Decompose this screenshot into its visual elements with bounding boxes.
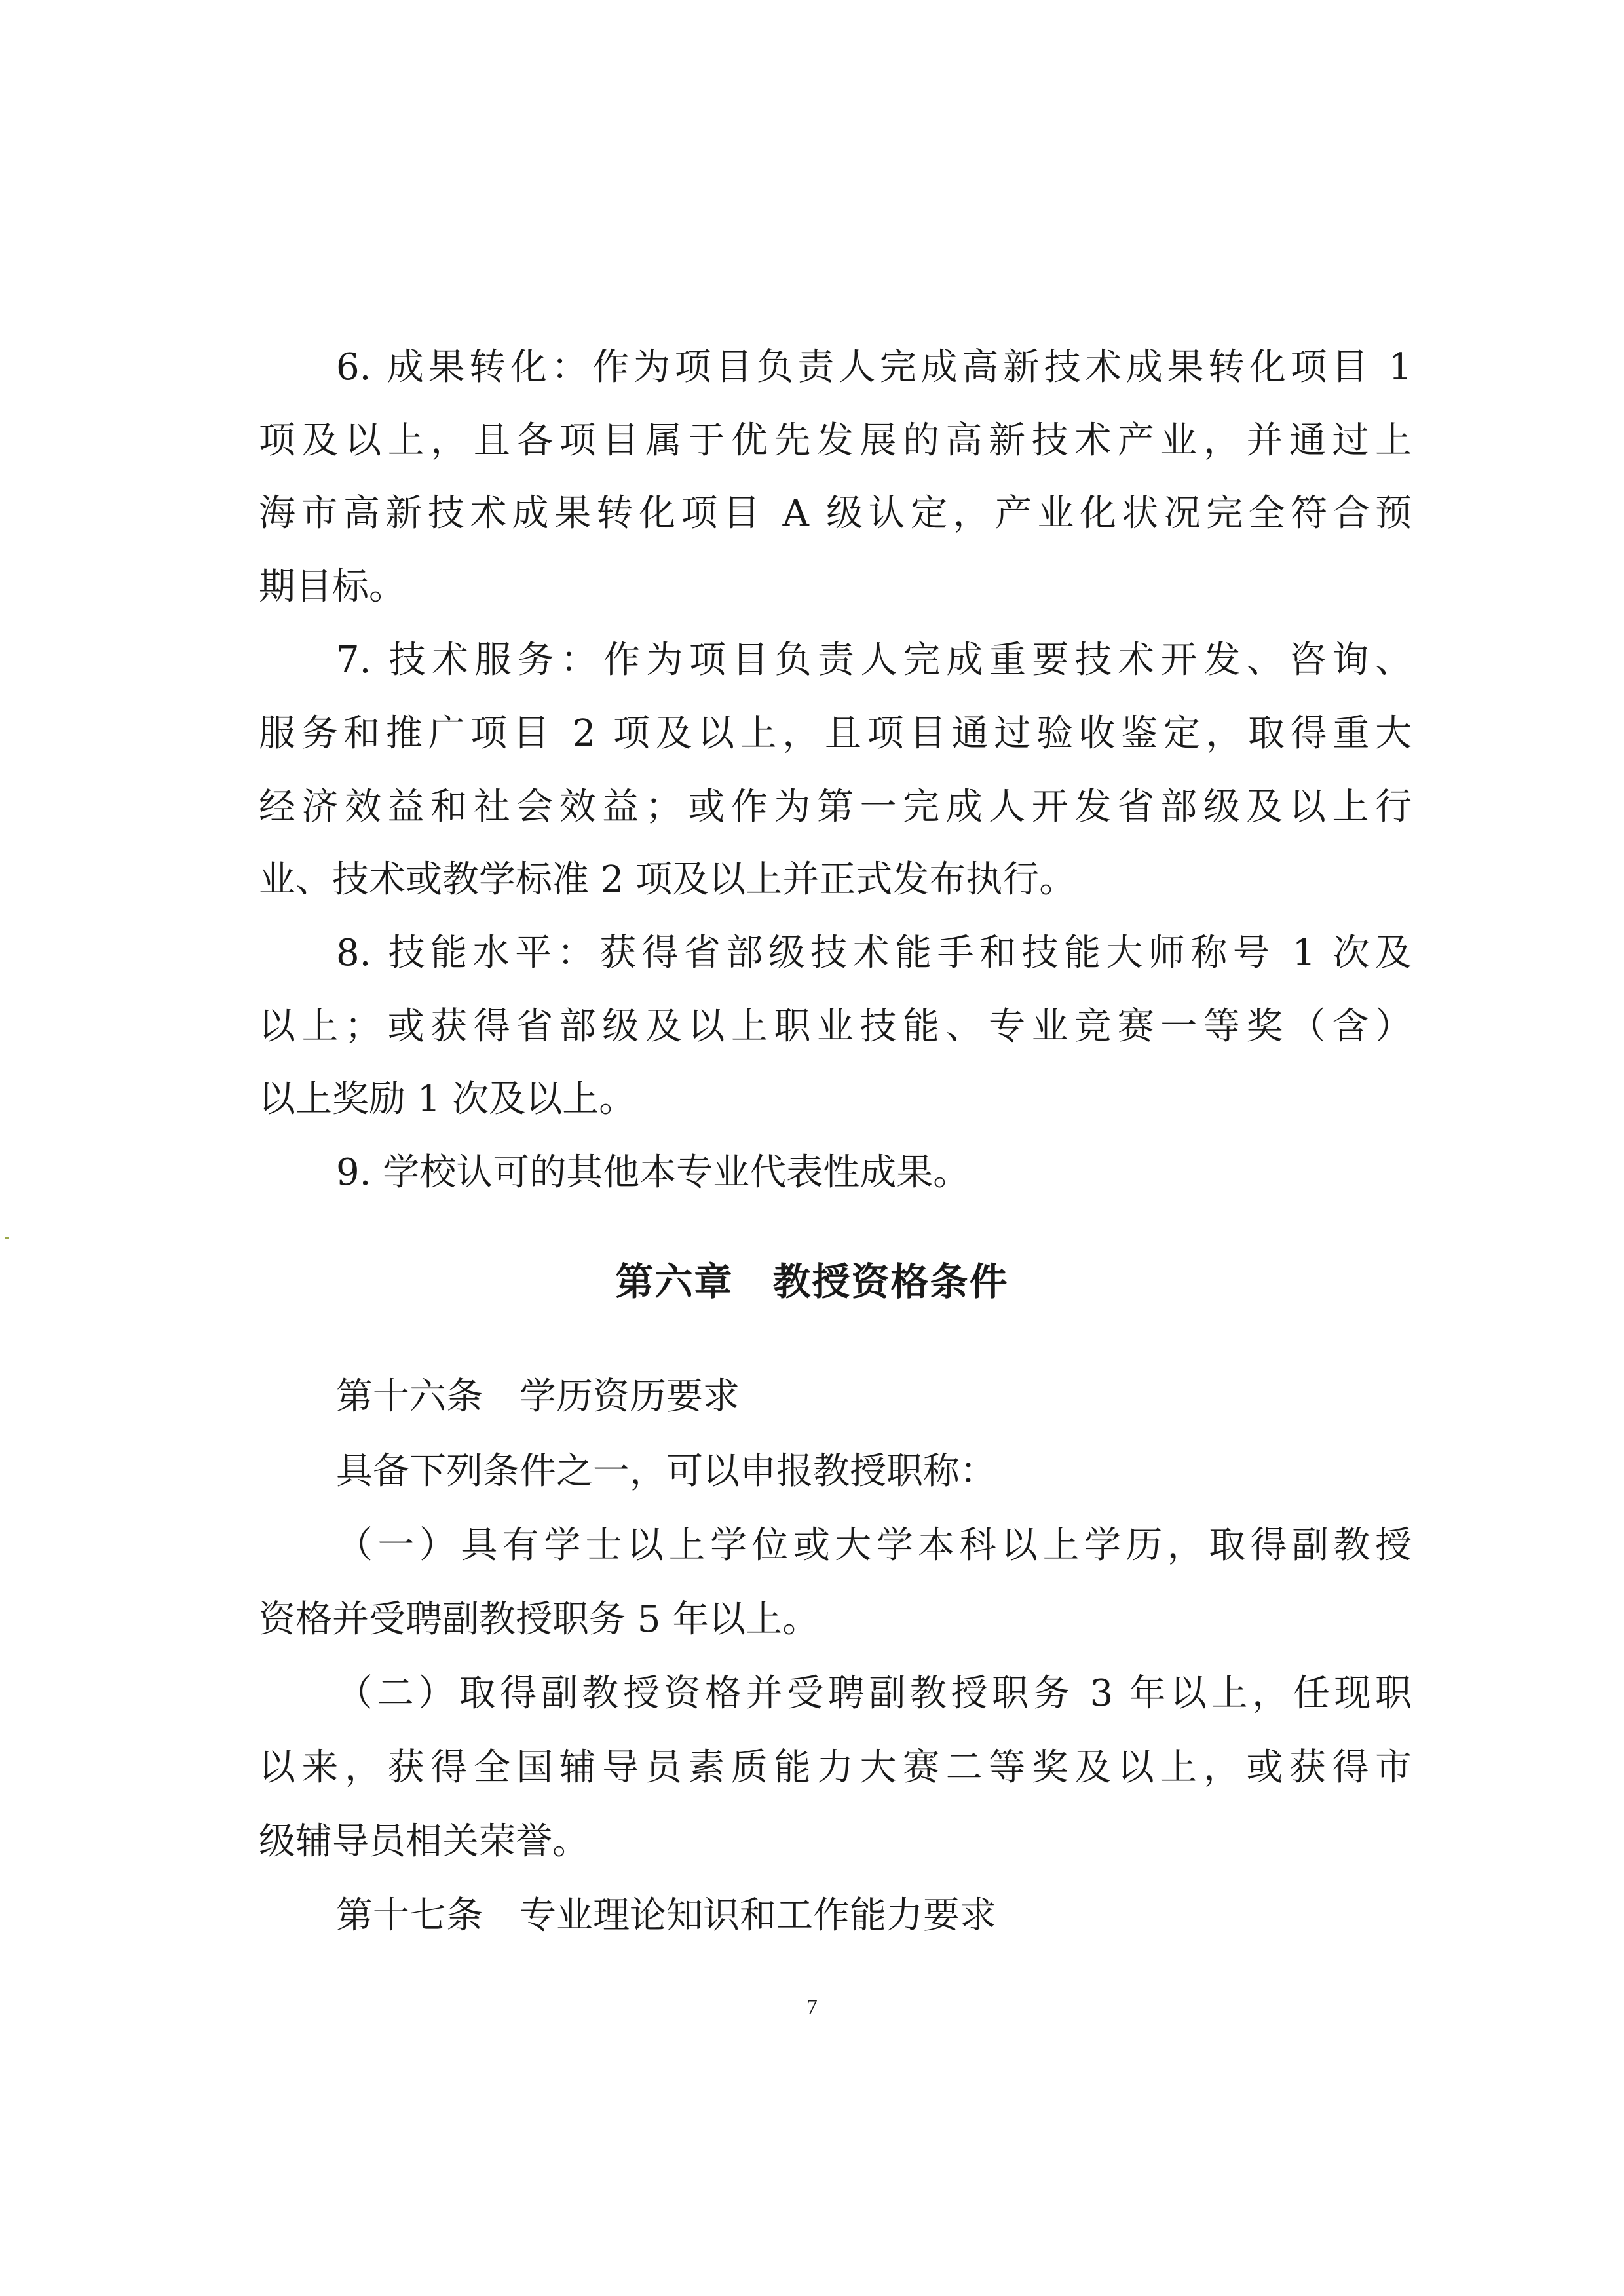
text-line: 海市高新技术成果转化项目 A 级认定，产业化状况完全符合预: [259, 492, 1412, 535]
text-line: （二）取得副教授资格并受聘副教授职务 3 年以上，任现职: [336, 1672, 1412, 1715]
text-line: 资格并受聘副教授职务 5 年以上。: [259, 1598, 820, 1641]
text-line: 8. 技能水平：获得省部级技术能手和技能大师称号 1 次及: [336, 932, 1412, 974]
text-line: 以上奖励 1 次及以上。: [259, 1078, 636, 1120]
text-line: 具备下列条件之一，可以申报教授职称：: [336, 1450, 996, 1493]
article-heading: 第十七条 专业理论知识和工作能力要求: [336, 1894, 996, 1937]
text-line: 服务和推广项目 2 项及以上，且项目通过验收鉴定，取得重大: [259, 712, 1412, 755]
text-line: 以来，获得全国辅导员素质能力大赛二等奖及以上，或获得市: [259, 1746, 1412, 1789]
text-line: 项及以上，且各项目属于优先发展的高新技术产业，并通过上: [259, 419, 1412, 462]
text-line: （一）具有学士以上学位或大学本科以上学历，取得副教授: [336, 1524, 1412, 1567]
text-line: 6. 成果转化：作为项目负责人完成高新技术成果转化项目 1: [336, 346, 1412, 389]
text-line: 以上；或获得省部级及以上职业技能、专业竞赛一等奖（含）: [259, 1005, 1412, 1048]
text-line: 9. 学校认可的其他本专业代表性成果。: [336, 1151, 970, 1194]
scan-mark: [5, 1237, 9, 1239]
text-line: 业、技术或教学标准 2 项及以上并正式发布执行。: [259, 858, 1076, 901]
page-number: 7: [806, 1995, 818, 2019]
text-line: 经济效益和社会效益；或作为第一完成人开发省部级及以上行: [259, 786, 1412, 828]
chapter-heading: 第六章 教授资格条件: [615, 1259, 1009, 1304]
article-heading: 第十六条 学历资历要求: [336, 1375, 740, 1418]
text-line: 期目标。: [259, 565, 406, 608]
text-line: 级辅导员相关荣誉。: [259, 1820, 589, 1863]
text-line: 7. 技术服务：作为项目负责人完成重要技术开发、咨询、: [336, 639, 1412, 681]
